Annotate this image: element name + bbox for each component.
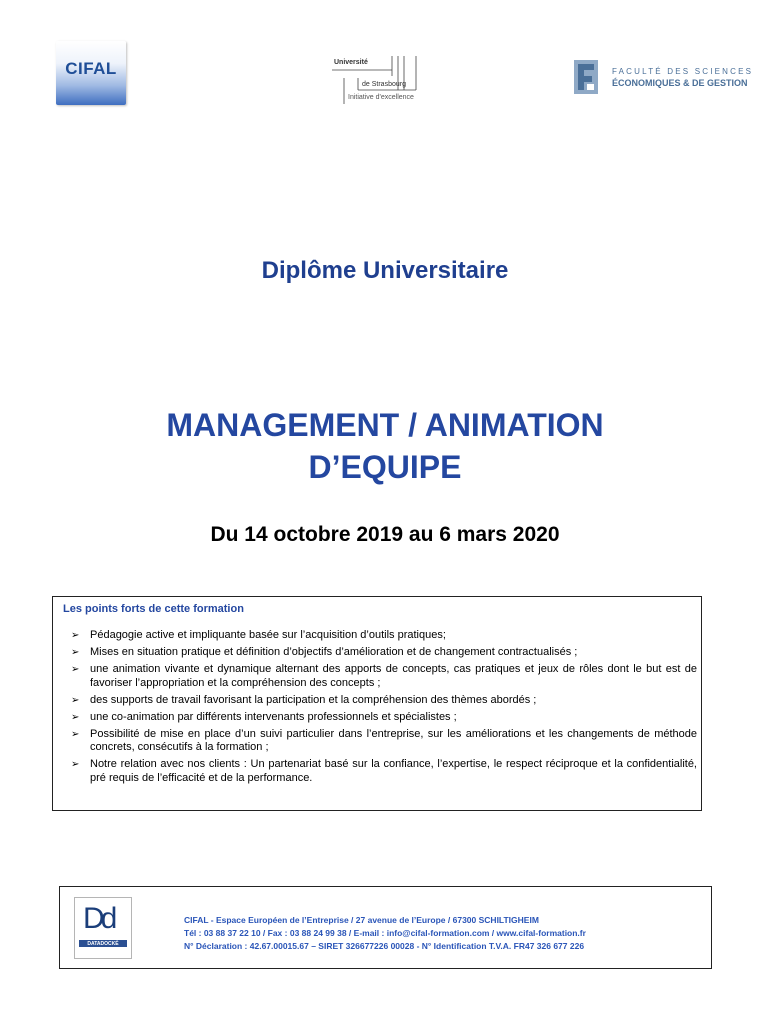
unistra-line3: Initiative d'excellence xyxy=(348,94,414,101)
unistra-line2: de Strasbourg xyxy=(362,81,406,88)
footer-contact-box xyxy=(59,886,712,969)
points-forts-box xyxy=(52,596,702,811)
points-forts-list xyxy=(71,629,697,789)
faculte-emblem-icon xyxy=(574,60,598,94)
points-forts-heading: Les points forts de cette formation xyxy=(63,603,244,615)
faculte-line1: FACULTÉ DES SCIENCES xyxy=(612,67,754,76)
list-item: ➢ Pédagogie active et impliquante basée sur l’acquisition d’outils pratiques; xyxy=(71,629,697,643)
program-dates: Du 14 octobre 2019 au 6 mars 2020 xyxy=(210,523,560,546)
list-item: ➢ une co-animation par différents intervenants professionnels et spécialistes ; xyxy=(71,711,697,725)
cifal-logo-text: CIFAL xyxy=(65,59,117,78)
cifal-logo xyxy=(56,41,126,105)
list-item: ➢ Notre relation avec nos clients : Un partenariat basé sur la confiance, l’expertise, le respect réciproque et la confidentialité, pré requis de l’efficacité et de la performance. xyxy=(71,758,697,785)
diplome-title: Diplôme Universitaire xyxy=(261,257,509,284)
program-title-line1: MANAGEMENT / ANIMATION xyxy=(166,407,604,443)
list-item: ➢ des supports de travail favorisant la participation et la compréhension des thèmes abordés ; xyxy=(71,694,697,708)
datadock-mark: Dd xyxy=(83,902,114,935)
footer-contact: Tél : 03 88 37 22 10 / Fax : 03 88 24 99 38 / E-mail : info@cifal-formation.com / www.cifal-formation.fr xyxy=(184,928,586,938)
faculte-line2: ÉCONOMIQUES & DE GESTION xyxy=(612,78,748,88)
datadock-text: DATADOCKÉ xyxy=(87,941,119,947)
program-title-line2: D’EQUIPE xyxy=(308,449,462,485)
faculte-logo xyxy=(574,58,754,102)
list-item: ➢ Mises en situation pratique et définition d’objectifs d’amélioration et de changement contractualisés ; xyxy=(71,646,697,660)
unistra-line1: Université xyxy=(334,59,368,66)
footer-address: CIFAL - Espace Européen de l’Entreprise / 27 avenue de l’Europe / 67300 SCHILTIGHEIM xyxy=(184,915,539,925)
footer-text xyxy=(184,914,704,953)
footer-legal: N° Déclaration : 42.67.00015.67 – SIRET 326677226 00028 - N° Identification T.V.A. FR47 326 677 226 xyxy=(184,941,585,951)
universite-strasbourg-logo xyxy=(332,56,442,106)
list-item: ➢ une animation vivante et dynamique alternant des apports de concepts, cas pratiques et jeux de rôles dont le but est de favoriser l’appropriation et la compréhension des concepts ; xyxy=(71,663,697,690)
datadock-logo xyxy=(74,897,132,959)
list-item: ➢ Possibilité de mise en place d’un suivi particulier dans l’entreprise, sur les améliorations et les changements de méthode concrets, consécutifs à la formation ; xyxy=(71,728,697,755)
